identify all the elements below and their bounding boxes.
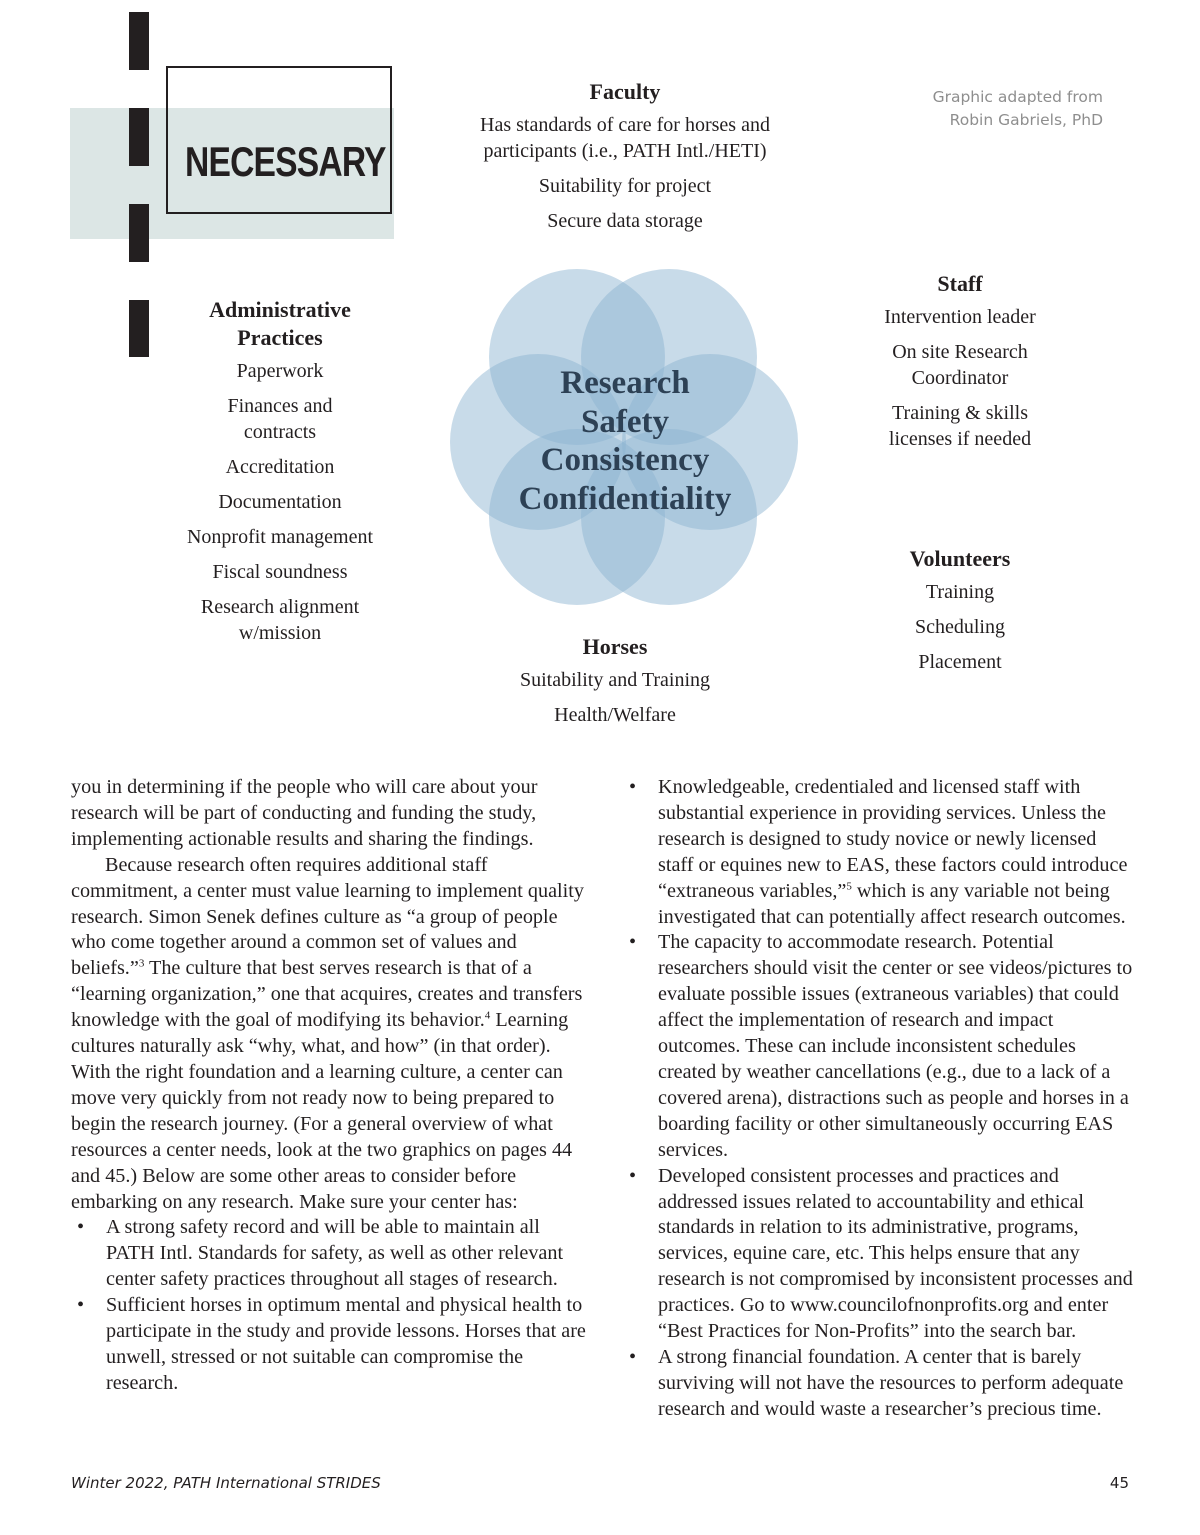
footer-publication: Winter 2022, PATH International STRIDES <box>71 1474 381 1492</box>
center-line: Consistency <box>540 442 710 478</box>
center-line: Safety <box>581 403 669 440</box>
horses-item: Health/Welfare <box>554 704 676 726</box>
admin-heading-line-1: Administrative <box>209 297 351 322</box>
horses-heading: Horses <box>582 634 648 659</box>
admin-item: Paperwork <box>236 360 324 382</box>
center-line: Confidentiality <box>518 480 732 517</box>
admin-item: Nonprofit management <box>186 526 374 548</box>
body-paragraph <box>71 853 591 1216</box>
admin-heading-line-2: Practices <box>237 325 323 350</box>
credit-line-2: Robin Gabriels, PhD <box>949 111 1103 129</box>
bullet-list <box>71 1215 591 1396</box>
paragraph-text: The culture that best serves research is that of a “learning organization,” one that acquires, creates and transfers knowledge with the goal of modifying its behavior. <box>71 957 583 1032</box>
faculty-item: participants (i.e., PATH Intl./HETI) <box>483 140 767 162</box>
bullet-item: • A strong safety record and will be able to maintain all PATH Intl. Standards for safety, as well as other relevant center safety practices throughout all stages of research. <box>71 1215 591 1293</box>
page-number: 45 <box>1109 1474 1129 1492</box>
center-line: Research <box>560 365 690 401</box>
volunteers-item: Training <box>925 581 995 603</box>
decorative-bar-2 <box>129 108 149 166</box>
volunteers-heading: Volunteers <box>909 546 1011 571</box>
horses-item: Suitability and Training <box>519 669 711 691</box>
bullet-item: • A strong financial foundation. A center that is barely surviving will not have the resources to perform adequate research and would waste a researcher’s precious time. <box>623 1345 1133 1423</box>
staff-group <box>840 270 1080 452</box>
footnote-ref: 5 <box>846 879 852 892</box>
paragraph-text: Because research often requires additional staff commitment, a center must value learning to implement quality research. Simon Senek defines culture as “a group of people who come together around a common set of values and beliefs.” <box>71 853 584 980</box>
volunteers-item: Scheduling <box>915 616 1005 638</box>
faculty-item: Secure data storage <box>547 210 703 232</box>
body-right-column <box>623 775 1133 1423</box>
section-title: NECESSARY <box>185 138 386 185</box>
admin-item: Documentation <box>218 491 342 513</box>
horses-group <box>470 633 760 737</box>
diagram-center-text <box>470 364 780 518</box>
footnote-ref: 3 <box>138 957 145 970</box>
bullet-list <box>623 775 1133 1423</box>
staff-item: Training & skills <box>892 402 1028 424</box>
staff-item: licenses if needed <box>888 428 1032 450</box>
admin-item: Finances and <box>227 395 333 417</box>
decorative-bar-3 <box>129 204 149 262</box>
body-paragraph: you in determining if the people who will care about your research will be part of conducting and funding the study, implementing actionable results and sharing the findings. <box>71 776 538 850</box>
staff-item: Coordinator <box>911 367 1009 389</box>
body-left-column <box>71 775 591 1397</box>
decorative-bar-4 <box>129 300 149 357</box>
admin-item: w/mission <box>238 622 322 644</box>
faculty-group <box>440 78 810 243</box>
decorative-bar-1 <box>129 12 149 70</box>
admin-item: Fiscal soundness <box>212 561 348 583</box>
bullet-item: • The capacity to accommodate research. Potential researchers should visit the center or see videos/pictures to evaluate possible issues (extraneous variables) that could affect the implementation of research and impact outcomes. These can include inconsistent schedules created by weather cancellations (e.g., due to a lack of a covered arena), distractions such as people and horses in a boarding facility or other simultaneously occurring EAS services. <box>623 930 1133 1163</box>
faculty-heading: Faculty <box>589 79 661 104</box>
volunteers-group <box>860 545 1060 684</box>
staff-heading: Staff <box>937 271 983 296</box>
volunteers-item: Placement <box>918 651 1002 673</box>
admin-item: Research alignment <box>200 596 360 618</box>
faculty-item: Has standards of care for horses and <box>480 114 770 136</box>
footnote-ref: 4 <box>484 1009 491 1022</box>
bullet-item: • Developed consistent processes and practices and addressed issues related to accountability and ethical standards in relation to its administrative, programs, services, equine care, etc. This helps ensure that any research is not compromised by inconsistent processes and practices. Go to www.councilofnonprofits.org and enter “Best Practices for Non-Profits” into the search bar. <box>623 1164 1133 1345</box>
admin-heading <box>150 296 410 352</box>
bullet-text: which is any variable not being investigated that can potentially affect research outcomes. <box>658 879 1126 928</box>
paragraph-text: Learning cultures naturally ask “why, what, and how” (in that order). With the right foundation and a learning culture, a center can move very quickly from not ready now to being prepared to begin the research journey. (For a general overview of what resources a center needs, look at the two graphics on pages 44 and 45.) Below are some other areas to consider before embarking on any research. Make sure your center has: <box>71 1009 573 1213</box>
bullet-text: Knowledgeable, credentialed and licensed staff with substantial experience in providing services. Unless the research is designed to study novice or newly licensed staff or equines new to EAS, these factors could introduce “extraneous variables,” <box>658 776 1128 902</box>
staff-item: Intervention leader <box>884 306 1036 328</box>
staff-item: On site Research <box>892 341 1028 363</box>
graphic-credit <box>933 86 1103 132</box>
admin-item: contracts <box>243 421 317 443</box>
bullet-item: • Sufficient horses in optimum mental and physical health to participate in the study and provide lessons. Horses that are unwell, stressed or not suitable can compromise the research. <box>71 1293 591 1397</box>
bullet-item <box>623 775 1133 930</box>
admin-item: Accreditation <box>225 456 335 478</box>
admin-group <box>150 296 410 646</box>
credit-line-1: Graphic adapted from <box>932 88 1103 106</box>
faculty-item: Suitability for project <box>538 175 712 197</box>
